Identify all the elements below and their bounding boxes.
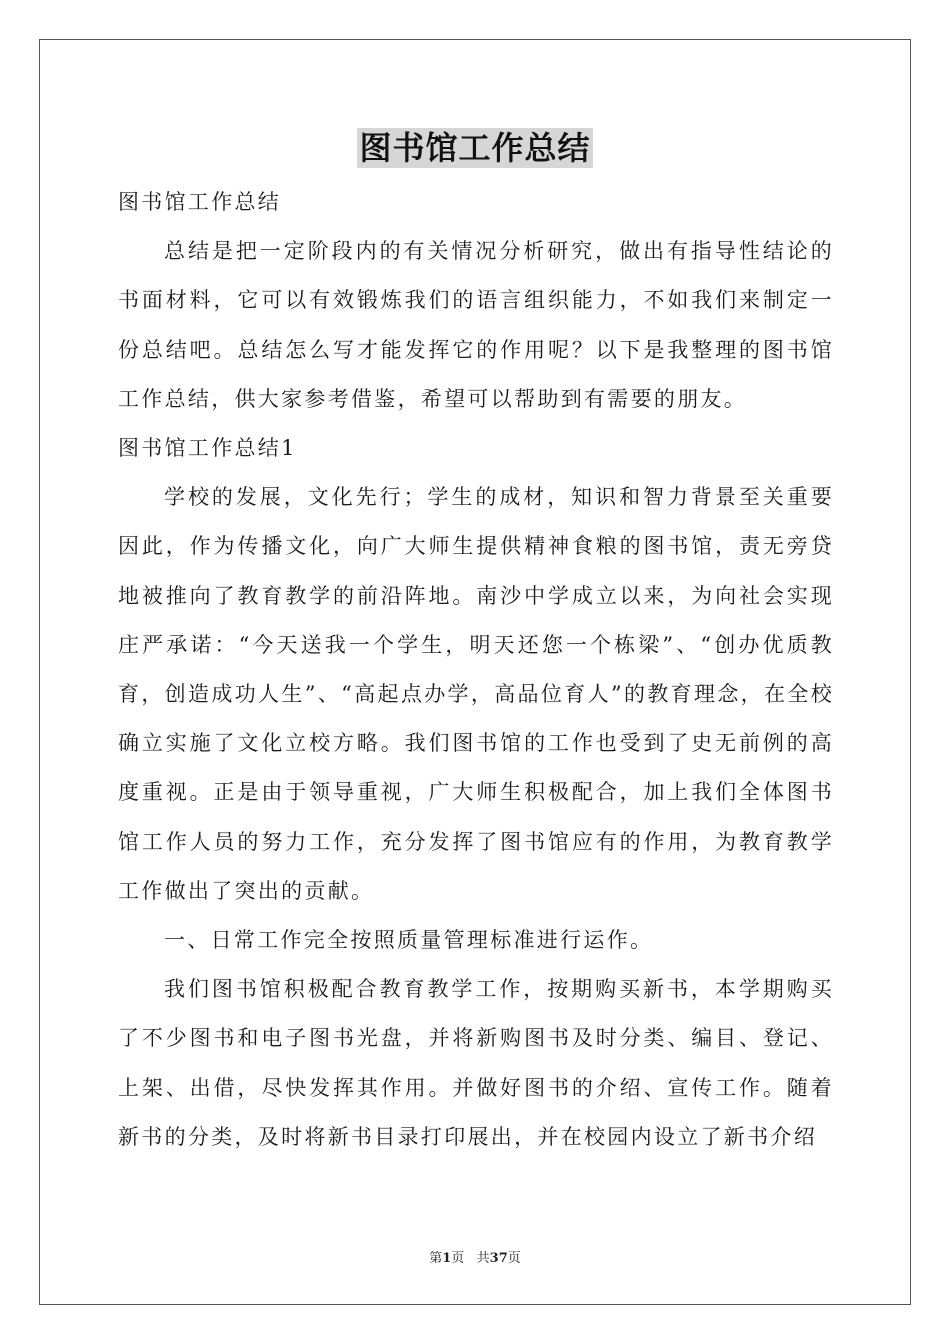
subtitle-heading: 图书馆工作总结 <box>118 190 282 214</box>
footer-page-prefix: 第 <box>429 1251 443 1266</box>
body-paragraph-1: 学校的发展，文化先行；学生的成材，知识和智力背景至关重要因此，作为传播文化，向广大师生提供精神食粮的图书馆，责无旁贷地被推向了教育教学的前沿阵地。南沙中学成立以来，为向社会实现庄严承诺：“今天送我一个学生，明天还您一个栋梁”、“创办优质教育，创造成功人生”、“高起点办学，高品位育人”的教育理念，在全校确立实施了文化立校方略。我们图书馆的工作也受到了史无前例的高度重视。正是由于领导重视，广大师生积极配合，加上我们全体图书馆工作人员的努力工作，充分发挥了图书馆应有的作用，为教育教学工作做出了突出的贡献。 <box>118 485 834 903</box>
footer-page-total: 37 <box>489 1251 508 1266</box>
intro-paragraph: 总结是把一定阶段内的有关情况分析研究，做出有指导性结论的书面材料，它可以有效锻炼我们的语言组织能力，不如我们来制定一份总结吧。总结怎么写才能发挥它的作用呢？以下是我整理的图书馆工作总结，供大家参考借鉴，希望可以帮助到有需要的朋友。 <box>118 239 834 411</box>
footer-page-suffix: 页 <box>507 1251 521 1266</box>
document-title: 图书馆工作总结 <box>359 129 591 167</box>
footer-page-current: 1 <box>442 1251 452 1266</box>
footer-page-mid: 页 共 <box>451 1251 490 1266</box>
title-wrap <box>0 128 950 168</box>
page-footer <box>0 1247 950 1266</box>
subsection-heading-1: 一、日常工作完全按照质量管理标准进行运作。 <box>164 928 654 953</box>
body-paragraph-2: 我们图书馆积极配合教育教学工作，按期购买新书，本学期购买了不少图书和电子图书光盘，并将新购图书及时分类、编目、登记、上架、出借，尽快发挥其作用。并做好图书的介绍、宣传工作。随着新书的分类，及时将新书目录打印展出，并在校园内设立了新书介绍 <box>118 977 834 1149</box>
section-heading-1: 图书馆工作总结1 <box>118 436 297 461</box>
document-body <box>118 178 834 1162</box>
